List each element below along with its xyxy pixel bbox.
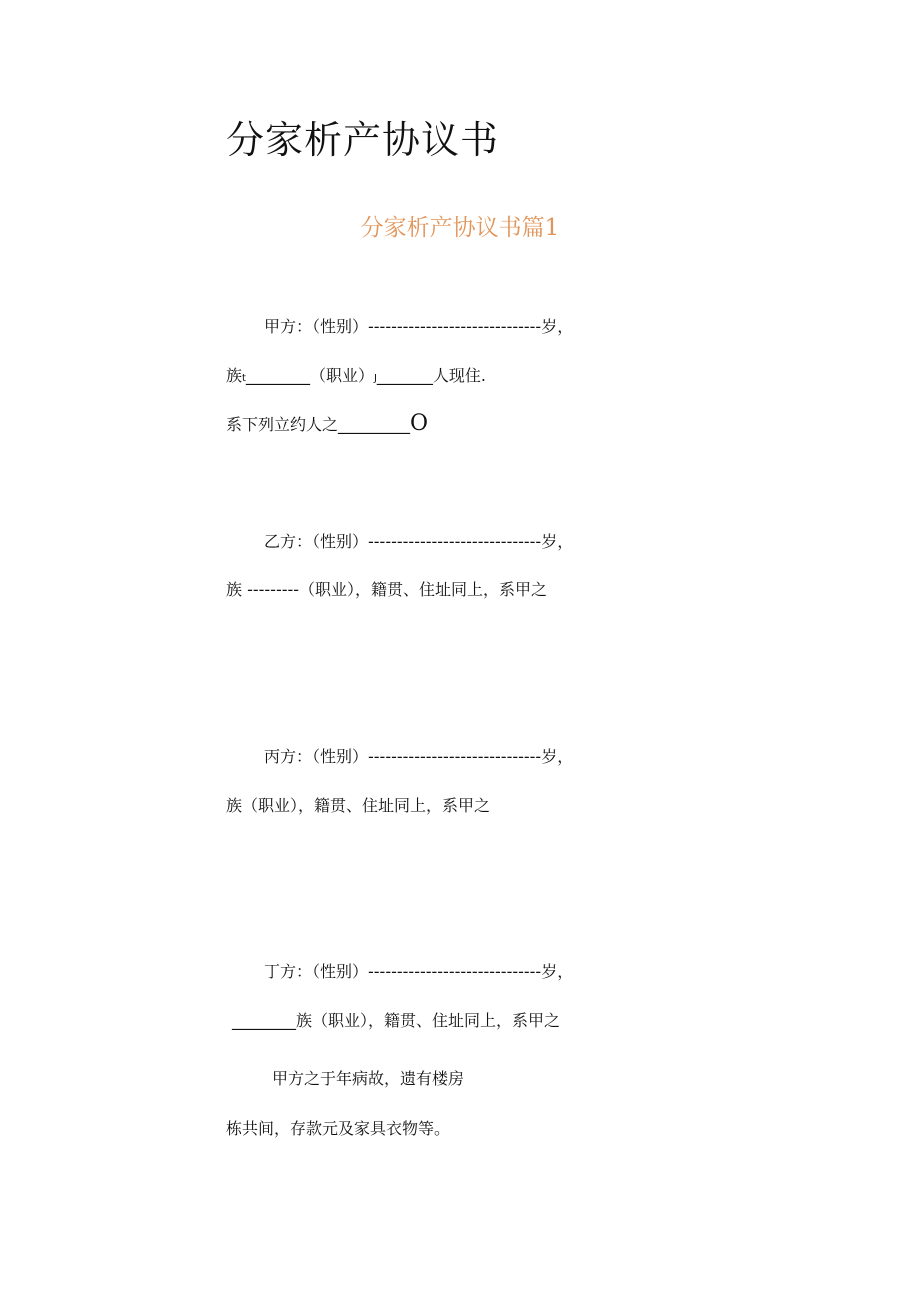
party-a-line-3-mark: O <box>410 411 429 436</box>
party-c-line-1: 丙方：（性别）------------------------------岁， <box>264 747 574 766</box>
party-a-line-3 <box>226 413 428 436</box>
document-title: 分家析产协议书 <box>226 118 500 162</box>
party-d-line-1: 丁方：（性别）------------------------------岁， <box>264 962 574 981</box>
party-b-line-2: 族 ---------（职业），籍贯、住址同上，系甲之 <box>226 580 548 599</box>
party-a-line-3-text: 系下列立约人之_________ <box>226 415 411 434</box>
document-subtitle: 分家析产协议书篇1 <box>360 215 560 241</box>
party-a-line-2-part-2: t <box>242 373 246 384</box>
party-c-line-2: 族（职业），籍贯、住址同上，系甲之 <box>226 796 491 815</box>
party-a-line-2-part-5: _______人现住. <box>376 366 486 385</box>
body-line-1: 甲方之于年病故，遗有楼房 <box>272 1069 465 1088</box>
party-d-line-2: ________族（职业），籍贯、住址同上，系甲之 <box>232 1011 561 1030</box>
party-a-line-2-part-3: ________（职业） <box>245 366 374 385</box>
party-a-line-2 <box>226 365 486 390</box>
party-a-line-2-part-4: J <box>373 373 377 384</box>
party-b-line-1: 乙方：（性别）------------------------------岁， <box>264 532 574 551</box>
party-a-line-1: 甲方：（性别）------------------------------岁， <box>264 317 574 336</box>
party-a-line-2-part-1: 族 <box>226 366 243 385</box>
body-line-2: 栋共间，存款元及家具衣物等。 <box>226 1119 451 1138</box>
